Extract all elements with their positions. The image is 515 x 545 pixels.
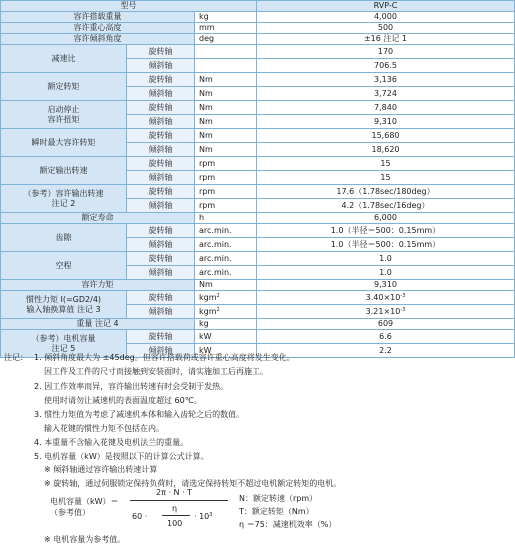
lost-motion-tilt-axis: 倾斜轴 [127,266,195,280]
ratio-tilt-value: 706.5 [257,59,515,73]
start-stop-rot-axis: 旋转轴 [127,101,195,115]
ratio-label: 减速比 [1,45,127,73]
spec-row-ratio-rot [1,45,515,59]
rated-speed-tilt-value: 15 [257,171,515,185]
motor-tilt-unit: kW [195,344,257,358]
ratio-rot-value: 170 [257,45,515,59]
note-3 [34,409,244,420]
note-5-line-a: 电机容量（kW）是按照以下的计算公式计算。 [44,452,209,461]
allowable-speed-rot-axis: 旋转轴 [127,185,195,199]
spec-row-cog-height [1,23,515,34]
start-stop-tilt-value: 9,310 [257,115,515,129]
formula-denominator-sup: 3 [209,512,213,518]
momentary-rot-value: 15,680 [257,129,515,143]
start-stop-torque-label [1,101,127,129]
note-2-mark: 2. [34,382,42,391]
ratio-tilt-axis: 倾斜轴 [127,59,195,73]
rated-life-value: 6,000 [257,213,515,224]
backlash-rot-unit: arc.min. [195,224,257,238]
backlash-tilt-unit: arc.min. [195,238,257,252]
momentary-rot-axis: 旋转轴 [127,129,195,143]
rated-torque-tilt-value: 3,724 [257,87,515,101]
rated-life-unit: h [195,213,257,224]
capacity-unit: kg [195,12,257,23]
weight-unit: kg [195,319,257,330]
inertia-tilt-unit-base: kgm [199,306,217,316]
formula-inner-fraction-bar [162,515,190,516]
start-stop-tilt-axis: 倾斜轴 [127,115,195,129]
start-stop-torque-label-line1: 启动停止 [47,104,80,114]
spec-row-start-stop-rot [1,101,515,115]
rated-speed-rot-unit: rpm [195,157,257,171]
rated-torque-tilt-unit: Nm [195,87,257,101]
note-5-line-c: ※ 旋转轴，通过伺服锁定保持负荷时，请选定保持转矩不超过电机额定转矩的电机。 [44,479,342,488]
motor-capacity-label-line2: 注记 5 [51,343,76,353]
ratio-tilt-unit [195,59,257,73]
rated-speed-rot-axis: 旋转轴 [127,157,195,171]
backlash-rot-axis: 旋转轴 [127,224,195,238]
backlash-label: 齿隙 [1,224,127,252]
tilt-angle-value: ±16 注记 1 [257,34,515,45]
allowable-speed-label [1,185,127,213]
lost-motion-label: 空程 [1,252,127,280]
tilt-angle-label: 容许倾斜角度 [1,34,195,45]
backlash-tilt-value: 1.0（半径＝500：0.15mm） [257,238,515,252]
spec-row-allowable-speed-rot [1,185,515,199]
inertia-label-line2: 输入轴换算值 注记 3 [26,304,101,314]
backlash-tilt-axis: 倾斜轴 [127,238,195,252]
spec-row-motor-rot [1,330,515,344]
lost-motion-tilt-unit: arc.min. [195,266,257,280]
notes-footnote: ※ 电机容量为参考值。 [44,535,126,544]
spec-row-momentary-rot [1,129,515,143]
rated-torque-rot-unit: Nm [195,73,257,87]
start-stop-tilt-unit: Nm [195,115,257,129]
spec-row-backlash-rot [1,224,515,238]
spec-row-inertia-rot [1,291,515,305]
note-2-line-a: 因工作效率而异，容许输出转速有时会受制于发热。 [44,382,229,391]
spec-row-rated-life [1,213,515,224]
inertia-rot-unit [195,291,257,305]
momentary-rot-unit: Nm [195,129,257,143]
model-value: RVP-C [257,1,515,12]
note-3-line-a: 惯性力矩值为考虑了减速机本体和输入齿轮之后的数值。 [44,410,245,419]
allowable-speed-tilt-axis: 倾斜轴 [127,199,195,213]
formula-denominator-a: 60 · [132,512,148,521]
allowable-speed-label-line1: （参考）容许输出转速 [23,188,104,198]
ratio-rot-axis: 旋转轴 [127,45,195,59]
allowable-moment-label: 容许力矩 [1,280,195,291]
inertia-rot-value [257,291,515,305]
rated-speed-tilt-unit: rpm [195,171,257,185]
formula-lhs-line1: 电机容量（kW）＝ [50,497,119,506]
note-1-line-b: 因工件及工件的尺寸而接触到安装面时，请实施加工后再施工。 [44,367,268,376]
note-5-mark: 5. [34,452,42,461]
note-4 [34,437,188,448]
inertia-rot-value-sup: -3 [400,292,406,299]
capacity-label: 容许搭载重量 [1,12,195,23]
note-1-line-a: 倾斜角度最大为 ±45deg。但容许搭载荷或容许重心高度将发生变化。 [44,353,295,362]
note-4-mark: 4. [34,438,42,447]
note-3-line-b: 输入花键的惯性力矩不包括在内。 [44,424,164,433]
lost-motion-rot-value: 1.0 [257,252,515,266]
spec-row-tilt-angle [1,34,515,45]
spec-row-rated-torque-rot [1,73,515,87]
note-1 [34,352,295,363]
formula-legend-t: T：额定转矩（Nm） [239,507,314,516]
motor-capacity-label-line1: （参考）电机容量 [31,333,96,343]
rated-speed-label: 额定输出转速 [1,157,127,185]
motor-rot-value: 6.6 [257,330,515,344]
rated-torque-rot-value: 3,136 [257,73,515,87]
momentary-tilt-axis: 倾斜轴 [127,143,195,157]
allowable-speed-label-line2: 注记 2 [51,198,76,208]
inertia-tilt-value-sup: -3 [400,306,406,313]
notes-heading: 注记： [4,353,28,362]
spec-row-model [1,1,515,12]
allowable-speed-rot-value: 17.6（1.78sec/180deg） [257,185,515,199]
formula-lhs-line2: （参考值） [50,508,90,517]
spec-row-weight [1,319,515,330]
formula-denominator-b-base: · 10 [194,512,210,521]
inertia-tilt-value-base: 3.21×10 [365,306,401,316]
formula-numerator: 2π · N · T [156,488,193,497]
formula-legend-eta: η ＝75：减速机效率（%） [239,520,337,529]
spec-row-lost-motion-rot [1,252,515,266]
formula-denominator-b [194,512,212,521]
note-3-mark: 3. [34,410,42,419]
rated-life-label: 额定寿命 [1,213,195,224]
allowable-moment-value: 9,310 [257,280,515,291]
inertia-rot-unit-base: kgm [199,292,217,302]
allowable-speed-tilt-value: 4.2（1.78sec/16deg） [257,199,515,213]
note-2-line-b: 使用时请勿让减速机的表面温度超过 60℃。 [44,396,202,405]
inertia-tilt-axis: 倾斜轴 [127,305,195,319]
tilt-angle-unit: deg [195,34,257,45]
rated-speed-rot-value: 15 [257,157,515,171]
inertia-tilt-unit-sup: 2 [216,306,220,313]
momentary-torque-label: 瞬时最大容许转矩 [1,129,127,157]
cog-height-value: 500 [257,23,515,34]
motor-rot-axis: 旋转轴 [127,330,195,344]
inertia-rot-value-base: 3.40×10 [365,292,401,302]
note-4-line-a: 本重量不含输入花键及电机法兰的重量。 [44,438,189,447]
allowable-speed-rot-unit: rpm [195,185,257,199]
allowable-moment-unit: Nm [195,280,257,291]
cog-height-unit: mm [195,23,257,34]
rated-torque-tilt-axis: 倾斜轴 [127,87,195,101]
backlash-rot-value: 1.0（半径＝500：0.15mm） [257,224,515,238]
motor-tilt-axis: 倾斜轴 [127,344,195,358]
note-5 [34,451,209,462]
inertia-tilt-unit [195,305,257,319]
allowable-speed-tilt-unit: rpm [195,199,257,213]
lost-motion-rot-unit: arc.min. [195,252,257,266]
note-1-mark: 1. [34,353,42,362]
motor-rot-unit: kW [195,330,257,344]
rated-torque-rot-axis: 旋转轴 [127,73,195,87]
weight-label: 重量 注记 4 [1,319,195,330]
spec-row-rated-speed-rot [1,157,515,171]
rated-speed-tilt-axis: 倾斜轴 [127,171,195,185]
formula-fraction-bar [130,500,228,501]
formula-eta: η [172,504,178,513]
ratio-rot-unit [195,45,257,59]
weight-value: 609 [257,319,515,330]
inertia-label-line1: 惯性力矩 I(=GD2/4) [25,294,102,304]
spec-row-capacity [1,12,515,23]
inertia-label [1,291,127,319]
spec-row-allowable-moment [1,280,515,291]
start-stop-rot-value: 7,840 [257,101,515,115]
formula-legend-n: N：额定转速（rpm） [239,494,318,503]
motor-tilt-value: 2.2 [257,344,515,358]
cog-height-label: 容许重心高度 [1,23,195,34]
momentary-tilt-unit: Nm [195,143,257,157]
inertia-rot-unit-sup: 2 [216,292,220,299]
formula-hundred: 100 [167,519,183,528]
capacity-value: 4,000 [257,12,515,23]
inertia-rot-axis: 旋转轴 [127,291,195,305]
note-5-line-b: ※ 倾斜轴通过容许输出转速计算 [44,465,158,474]
inertia-tilt-value [257,305,515,319]
start-stop-rot-unit: Nm [195,101,257,115]
model-label: 型号 [1,1,257,12]
lost-motion-tilt-value: 1.0 [257,266,515,280]
note-2 [34,381,228,392]
momentary-tilt-value: 18,620 [257,143,515,157]
lost-motion-rot-axis: 旋转轴 [127,252,195,266]
rated-torque-label: 额定转矩 [1,73,127,101]
start-stop-torque-label-line2: 容许扭矩 [47,114,80,124]
